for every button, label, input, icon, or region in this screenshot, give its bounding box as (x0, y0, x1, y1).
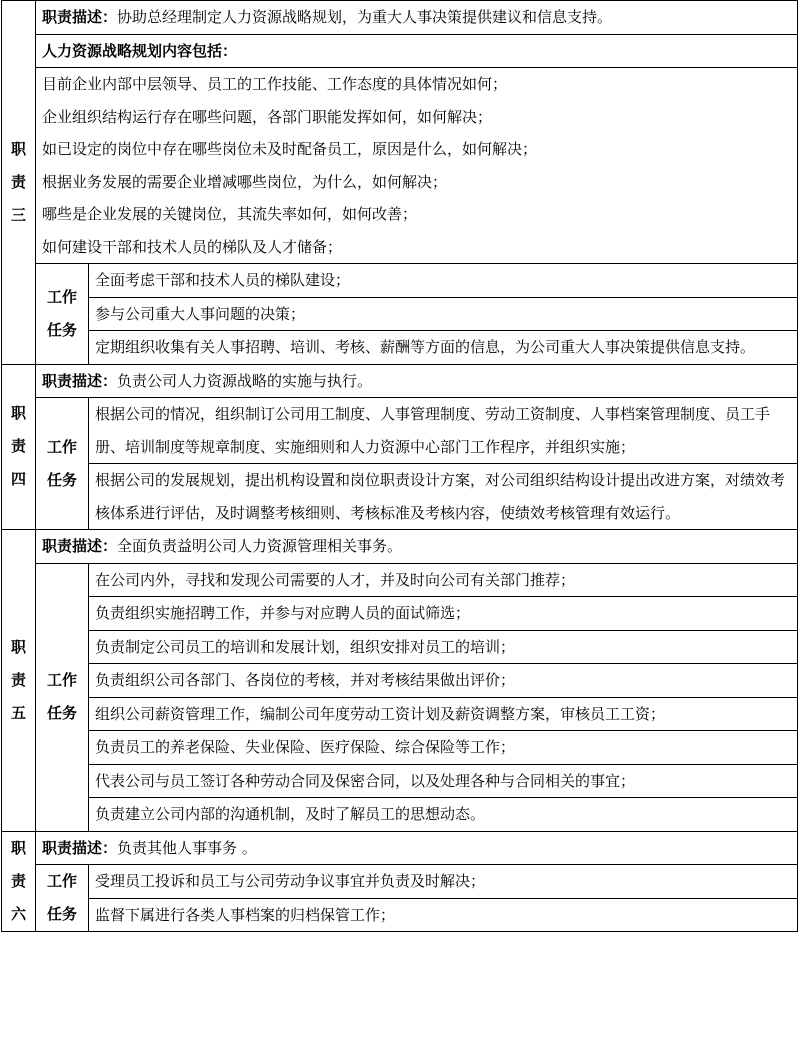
task-item: 根据公司的情况，组织制订公司用工制度、人事管理制度、劳动工资制度、人事档案管理制度、员工手册、培训制度等规章制度、实施细则和人力资源中心部门工作程序，并组织实施； (89, 398, 798, 464)
task-item: 负责建立公司内部的沟通机制，及时了解员工的思想动态。 (89, 798, 798, 832)
task-item: 负责制定公司员工的培训和发展计划，组织安排对员工的培训； (89, 630, 798, 664)
duty6-task-label: 工作 任务 (36, 865, 89, 932)
plan-item: 哪些是企业发展的关键岗位，其流失率如何，如何改善； (36, 198, 798, 231)
plan-item: 如已设定的岗位中存在哪些岗位未及时配备员工，原因是什么，如何解决； (36, 133, 798, 166)
desc-text: 协助总经理制定人力资源战略规划，为重大人事决策提供建议和信息支持。 (117, 8, 613, 26)
duty5-label: 职 责 五 (2, 530, 36, 832)
task-item: 负责员工的养老保险、失业保险、医疗保险、综合保险等工作； (89, 731, 798, 765)
duty5-description: 职责描述：全面负责益明公司人力资源管理相关事务。 (36, 530, 798, 564)
duty4-task-label: 工作 任务 (36, 398, 89, 530)
task-item: 监督下属进行各类人事档案的归档保管工作； (89, 898, 798, 932)
desc-label: 职责描述： (42, 8, 118, 26)
duty3-plan-heading: 人力资源战略规划内容包括： (36, 34, 798, 68)
task-item: 受理员工投诉和员工与公司劳动争议事宜并负责及时解决； (89, 865, 798, 899)
duty5-task-label: 工作 任务 (36, 563, 89, 831)
duty6-description: 职责描述：负责其他人事事务 。 (36, 831, 798, 865)
task-item: 全面考虑干部和技术人员的梯队建设； (89, 264, 798, 298)
duties-table (1, 0, 798, 932)
plan-item: 目前企业内部中层领导、员工的工作技能、工作态度的具体情况如何； (36, 68, 798, 101)
task-item: 参与公司重大人事问题的决策； (89, 297, 798, 331)
duty5-desc-row (2, 530, 798, 564)
plan-item: 企业组织结构运行存在哪些问题，各部门职能发挥如何，如何解决； (36, 101, 798, 134)
task-item: 代表公司与员工签订各种劳动合同及保密合同，以及处理各种与合同相关的事宜； (89, 764, 798, 798)
duty4-desc-row (2, 364, 798, 398)
duty3-label: 职 责 三 (2, 1, 36, 365)
duty6-label: 职 责 六 (2, 831, 36, 932)
task-item: 组织公司薪资管理工作，编制公司年度劳动工资计划及薪资调整方案，审核员工工资； (89, 697, 798, 731)
duty3-desc-row (2, 1, 798, 35)
task-item: 在公司内外，寻找和发现公司需要的人才，并及时向公司有关部门推荐； (89, 563, 798, 597)
plan-item: 根据业务发展的需要企业增减哪些岗位，为什么，如何解决； (36, 166, 798, 199)
plan-item: 如何建设干部和技术人员的梯队及人才储备； (36, 231, 798, 264)
task-item: 负责组织公司各部门、各岗位的考核，并对考核结果做出评价； (89, 664, 798, 698)
task-item: 负责组织实施招聘工作，并参与对应聘人员的面试筛选； (89, 597, 798, 631)
task-item: 定期组织收集有关人事招聘、培训、考核、薪酬等方面的信息，为公司重大人事决策提供信息支持。 (89, 331, 798, 365)
task-item: 根据公司的发展规划，提出机构设置和岗位职责设计方案，对公司组织结构设计提出改进方案，对绩效考核体系进行评估，及时调整考核细则、考核标准及考核内容，使绩效考核管理有效运行。 (89, 464, 798, 530)
duty4-description: 职责描述：负责公司人力资源战略的实施与执行。 (36, 364, 798, 398)
duty4-label: 职 责 四 (2, 364, 36, 530)
duty3-task-label: 工作 任务 (36, 264, 89, 365)
duty3-description (36, 1, 798, 35)
duty6-desc-row (2, 831, 798, 865)
